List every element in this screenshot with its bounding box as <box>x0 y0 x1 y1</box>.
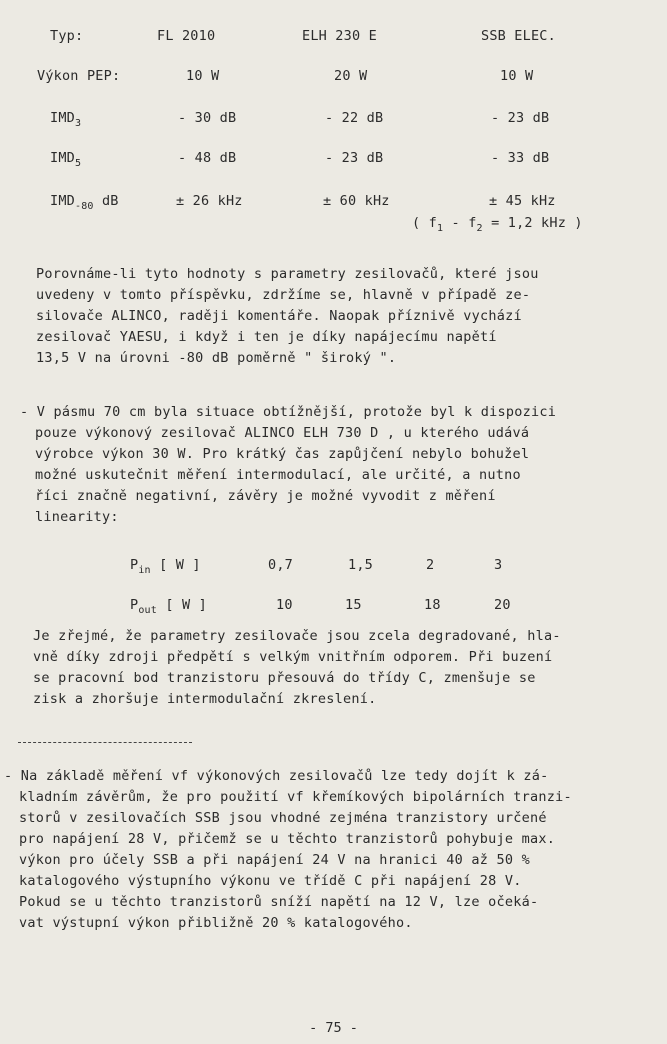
pin-label: $P_{in}$ [ W ] <box>130 557 201 576</box>
cell-imd3-ssb: - 23 dB <box>491 110 550 126</box>
pout-value: 10 <box>276 597 293 613</box>
cell-imd5-ssb: - 33 dB <box>491 150 550 166</box>
pout-label: $P_{out}$ [ W ] <box>130 597 207 616</box>
pin-value: 3 <box>494 557 503 573</box>
row-label-imd3: $IMD_3$ <box>50 110 82 129</box>
cell-bw-fl2010: ± 26 kHz <box>176 193 243 209</box>
section-divider <box>18 742 192 743</box>
cell-bw-ssb: ± 45 kHz <box>489 193 556 209</box>
cell-bw-elh230e: ± 60 kHz <box>323 193 390 209</box>
cell-imd5-fl2010: - 48 dB <box>178 150 237 166</box>
paragraph-degradation: Je zřejmé, že parametry zesilovače jsou zcela degradované, hla- vně díky zdroji předpětí s velkým vnitřním odporem. Při buzení se pracovní bod tranzistoru přesouvá do třídy C, zmenšuje se zisk a zhoršuje intermodulační zkreslení. <box>33 628 561 707</box>
table-header-elh230e: ELH 230 E <box>302 28 377 44</box>
paragraph-comparison: Porovnáme-li tyto hodnoty s parametry zesilovačů, které jsou uvedeny v tomto příspěvku, zdržíme se, hlavně v případě ze- silovače ALINCO, raději komentáře. Naopak příznivě vychází zesilovač YAESU, i když i ten je díky napájecímu napětí 13,5 V na úrovni -80 dB poměrně " široký ". <box>36 266 539 366</box>
cell-power-ssb: 10 W <box>500 68 534 84</box>
paragraph-conclusions: - Na základě měření vf výkonových zesilovačů lze tedy dojít k zá- kladním závěrům, že pro použití vf křemíkových bipolárních tranzi- storů v zesilovačích SSB jsou vhodné zejména tranzistory určené pro napájení 28 V, přičemž se u těchto tranzistorů pohybuje max. výkon pro účely SSB a při napájení 24 V na hranici 40 až 50 % katalogového výstupního výkonu ve třídě C při napájení 28 V. Pokud se u těchto tranzistorů sníží napětí na 12 V, lze očeká- vat výstupní výkon přibližně 20 % katalogového. <box>4 768 572 931</box>
row-label-imd-80: $IMD_{-80}$ dB <box>50 193 119 212</box>
pin-value: 1,5 <box>348 557 373 573</box>
table-header-ssb-elec: SSB ELEC. <box>481 28 556 44</box>
pout-value: 15 <box>345 597 362 613</box>
row-label-imd5: $IMD_5$ <box>50 150 82 169</box>
pin-value: 0,7 <box>268 557 293 573</box>
cell-imd3-elh230e: - 22 dB <box>325 110 384 126</box>
cell-power-fl2010: 10 W <box>186 68 220 84</box>
cell-imd3-fl2010: - 30 dB <box>178 110 237 126</box>
cell-imd5-elh230e: - 23 dB <box>325 150 384 166</box>
frequency-spacing-note: ( $f_1 - f_2 = 1,2$ kHz ) <box>412 215 583 234</box>
cell-power-elh230e: 20 W <box>334 68 368 84</box>
pout-value: 20 <box>494 597 511 613</box>
table-header-label: Typ: <box>50 28 84 44</box>
table-header-fl2010: FL 2010 <box>157 28 216 44</box>
page-number: - 75 - <box>309 1020 358 1036</box>
paragraph-70cm-band: - V pásmu 70 cm byla situace obtížnější, protože byl k dispozici pouze výkonový zesilovač ALINCO ELH 730 D , u kterého udává výrobce výkon 30 W. Pro krátký čas zapůjčení nebylo bohužel možné uskutečnit měření intermodulací, ale určité, a nutno říci značně negativní, závěry je možné vyvodit z měření linearity: <box>20 404 557 525</box>
row-label-power: Výkon PEP: <box>37 68 121 84</box>
pout-value: 18 <box>424 597 441 613</box>
pin-value: 2 <box>426 557 435 573</box>
